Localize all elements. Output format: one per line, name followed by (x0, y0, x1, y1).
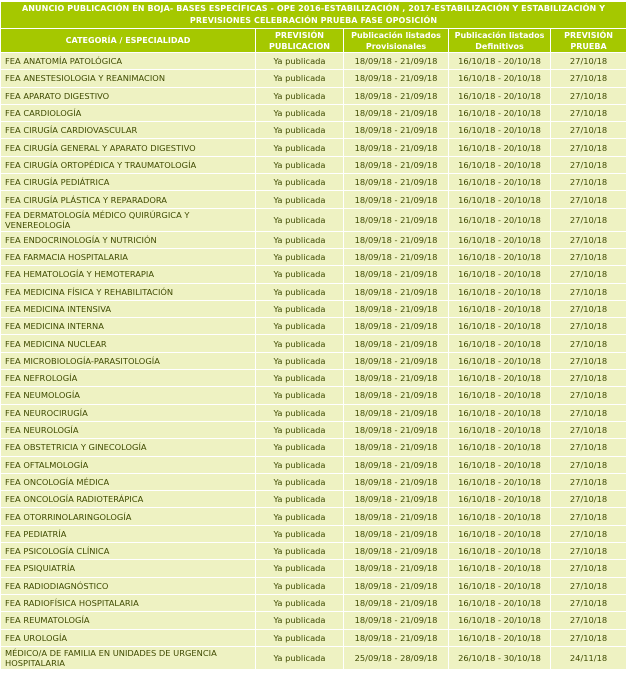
table-row (1, 191, 626, 208)
table-row (1, 87, 626, 104)
cell-categoria: FEA PSIQUIATRÍA (1, 560, 256, 577)
table-row (1, 612, 626, 629)
cell-prueba: 27/10/18 (551, 612, 626, 629)
cell-prevision: Ya publicada (256, 248, 344, 265)
cell-prueba: 27/10/18 (551, 156, 626, 173)
cell-definitivos: 16/10/18 - 20/10/18 (449, 577, 551, 594)
cell-prueba: 27/10/18 (551, 525, 626, 542)
cell-categoria: FEA ENDOCRINOLOGÍA Y NUTRICIÓN (1, 231, 256, 248)
cell-prevision: Ya publicada (256, 53, 344, 70)
cell-prevision: Ya publicada (256, 70, 344, 87)
cell-definitivos: 16/10/18 - 20/10/18 (449, 174, 551, 191)
cell-provisionales: 18/09/18 - 21/09/18 (344, 318, 449, 335)
table-row (1, 283, 626, 300)
table-row (1, 560, 626, 577)
cell-categoria: FEA NEUROCIRUGÍA (1, 404, 256, 421)
banner-row (1, 2, 626, 29)
cell-categoria: FEA HEMATOLOGÍA Y HEMOTERAPIA (1, 266, 256, 283)
cell-prueba: 27/10/18 (551, 191, 626, 208)
cell-prevision: Ya publicada (256, 266, 344, 283)
table-row (1, 456, 626, 473)
table-row (1, 300, 626, 317)
table-row (1, 139, 626, 156)
cell-prevision: Ya publicada (256, 491, 344, 508)
cell-prueba: 27/10/18 (551, 104, 626, 121)
cell-prevision: Ya publicada (256, 508, 344, 525)
cell-prueba: 27/10/18 (551, 139, 626, 156)
cell-provisionales: 18/09/18 - 21/09/18 (344, 53, 449, 70)
cell-provisionales: 18/09/18 - 21/09/18 (344, 370, 449, 387)
cell-categoria: FEA MICROBIOLOGÍA-PARASITOLOGÍA (1, 352, 256, 369)
cell-definitivos: 26/10/18 - 30/10/18 (449, 646, 551, 669)
cell-categoria: FEA OFTALMOLOGÍA (1, 456, 256, 473)
cell-categoria: FEA PEDIATRÍA (1, 525, 256, 542)
cell-provisionales: 18/09/18 - 21/09/18 (344, 231, 449, 248)
cell-prueba: 27/10/18 (551, 404, 626, 421)
cell-provisionales: 18/09/18 - 21/09/18 (344, 404, 449, 421)
cell-prueba: 27/10/18 (551, 629, 626, 646)
cell-prevision: Ya publicada (256, 421, 344, 438)
cell-prevision: Ya publicada (256, 139, 344, 156)
cell-provisionales: 18/09/18 - 21/09/18 (344, 525, 449, 542)
cell-categoria: FEA NEFROLOGÍA (1, 370, 256, 387)
cell-prueba: 27/10/18 (551, 70, 626, 87)
cell-provisionales: 18/09/18 - 21/09/18 (344, 577, 449, 594)
cell-prueba: 27/10/18 (551, 352, 626, 369)
cell-prueba: 27/10/18 (551, 266, 626, 283)
cell-provisionales: 18/09/18 - 21/09/18 (344, 491, 449, 508)
cell-categoria: MÉDICO/A DE FAMILIA EN UNIDADES DE URGENCIA HOSPITALARIA (1, 646, 256, 669)
table-row (1, 594, 626, 611)
cell-categoria: FEA APARATO DIGESTIVO (1, 87, 256, 104)
table-row (1, 629, 626, 646)
cell-prueba: 27/10/18 (551, 456, 626, 473)
cell-definitivos: 16/10/18 - 20/10/18 (449, 191, 551, 208)
cell-prevision: Ya publicada (256, 612, 344, 629)
cell-prevision: Ya publicada (256, 473, 344, 490)
cell-provisionales: 18/09/18 - 21/09/18 (344, 629, 449, 646)
cell-categoria: FEA RADIODIAGNÓSTICO (1, 577, 256, 594)
cell-definitivos: 16/10/18 - 20/10/18 (449, 53, 551, 70)
table-row (1, 473, 626, 490)
cell-definitivos: 16/10/18 - 20/10/18 (449, 543, 551, 560)
cell-definitivos: 16/10/18 - 20/10/18 (449, 248, 551, 265)
table-row (1, 491, 626, 508)
cell-prueba: 27/10/18 (551, 283, 626, 300)
cell-provisionales: 18/09/18 - 21/09/18 (344, 191, 449, 208)
table-row (1, 335, 626, 352)
column-header-provisionales: Publicación listados Provisionales (344, 29, 449, 53)
cell-prevision: Ya publicada (256, 352, 344, 369)
cell-categoria: FEA RADIOFÍSICA HOSPITALARIA (1, 594, 256, 611)
cell-definitivos: 16/10/18 - 20/10/18 (449, 283, 551, 300)
cell-definitivos: 16/10/18 - 20/10/18 (449, 439, 551, 456)
cell-prueba: 27/10/18 (551, 231, 626, 248)
cell-definitivos: 16/10/18 - 20/10/18 (449, 139, 551, 156)
cell-prevision: Ya publicada (256, 335, 344, 352)
cell-prevision: Ya publicada (256, 300, 344, 317)
table-row (1, 421, 626, 438)
cell-prueba: 27/10/18 (551, 439, 626, 456)
table-row (1, 174, 626, 191)
cell-prueba: 27/10/18 (551, 370, 626, 387)
cell-provisionales: 18/09/18 - 21/09/18 (344, 300, 449, 317)
cell-prueba: 27/10/18 (551, 122, 626, 139)
cell-categoria: FEA ONCOLOGÍA RADIOTERÁPICA (1, 491, 256, 508)
cell-categoria: FEA ANESTESIOLOGIA Y REANIMACION (1, 70, 256, 87)
cell-definitivos: 16/10/18 - 20/10/18 (449, 300, 551, 317)
cell-definitivos: 16/10/18 - 20/10/18 (449, 404, 551, 421)
table-row (1, 404, 626, 421)
cell-definitivos: 16/10/18 - 20/10/18 (449, 318, 551, 335)
cell-prevision: Ya publicada (256, 122, 344, 139)
cell-categoria: FEA CIRUGÍA ORTOPÉDICA Y TRAUMATOLOGÍA (1, 156, 256, 173)
cell-provisionales: 18/09/18 - 21/09/18 (344, 612, 449, 629)
cell-provisionales: 18/09/18 - 21/09/18 (344, 139, 449, 156)
table-row (1, 70, 626, 87)
cell-prueba: 27/10/18 (551, 53, 626, 70)
cell-prueba: 27/10/18 (551, 318, 626, 335)
cell-definitivos: 16/10/18 - 20/10/18 (449, 122, 551, 139)
cell-provisionales: 18/09/18 - 21/09/18 (344, 543, 449, 560)
cell-prueba: 27/10/18 (551, 335, 626, 352)
table-row (1, 208, 626, 231)
cell-definitivos: 16/10/18 - 20/10/18 (449, 335, 551, 352)
cell-prevision: Ya publicada (256, 525, 344, 542)
cell-prueba: 27/10/18 (551, 543, 626, 560)
table-row (1, 577, 626, 594)
cell-prueba: 24/11/18 (551, 646, 626, 669)
cell-categoria: FEA CIRUGÍA CARDIOVASCULAR (1, 122, 256, 139)
cell-provisionales: 25/09/18 - 28/09/18 (344, 646, 449, 669)
cell-categoria: FEA CIRUGÍA GENERAL Y APARATO DIGESTIVO (1, 139, 256, 156)
column-header-definitivos: Publicación listados Definitivos (449, 29, 551, 53)
table-row (1, 508, 626, 525)
cell-provisionales: 18/09/18 - 21/09/18 (344, 594, 449, 611)
table-row (1, 439, 626, 456)
column-header-prueba: PREVISIÓN PRUEBA (551, 29, 626, 53)
cell-prueba: 27/10/18 (551, 421, 626, 438)
cell-prevision: Ya publicada (256, 208, 344, 231)
cell-prevision: Ya publicada (256, 104, 344, 121)
column-header-prevision: PREVISIÓN PUBLICACION (256, 29, 344, 53)
cell-prevision: Ya publicada (256, 404, 344, 421)
cell-categoria: FEA DERMATOLOGÍA MÉDICO QUIRÚRGICA Y VENEREOLOGÍA (1, 208, 256, 231)
table-body (1, 53, 626, 670)
cell-definitivos: 16/10/18 - 20/10/18 (449, 70, 551, 87)
cell-prevision: Ya publicada (256, 370, 344, 387)
cell-prueba: 27/10/18 (551, 300, 626, 317)
cell-prevision: Ya publicada (256, 543, 344, 560)
banner-title: ANUNCIO PUBLICACIÓN EN BOJA- BASES ESPECÍFICAS - OPE 2016-ESTABILIZACIÓN , 2017-ESTABILIZACIÓN Y ESTABILIZACIÓN Y PREVISIONES CELEBRACIÓN PRUEBA FASE OPOSICIÓN (1, 2, 626, 29)
cell-definitivos: 16/10/18 - 20/10/18 (449, 456, 551, 473)
cell-definitivos: 16/10/18 - 20/10/18 (449, 231, 551, 248)
cell-categoria: FEA MEDICINA FÍSICA Y REHABILITACIÓN (1, 283, 256, 300)
cell-provisionales: 18/09/18 - 21/09/18 (344, 439, 449, 456)
table-row (1, 646, 626, 669)
cell-provisionales: 18/09/18 - 21/09/18 (344, 266, 449, 283)
cell-categoria: FEA OTORRINOLARINGOLOGÍA (1, 508, 256, 525)
cell-provisionales: 18/09/18 - 21/09/18 (344, 335, 449, 352)
cell-provisionales: 18/09/18 - 21/09/18 (344, 421, 449, 438)
cell-prevision: Ya publicada (256, 594, 344, 611)
cell-prevision: Ya publicada (256, 231, 344, 248)
cell-prevision: Ya publicada (256, 318, 344, 335)
cell-definitivos: 16/10/18 - 20/10/18 (449, 352, 551, 369)
schedule-table (0, 1, 626, 670)
cell-provisionales: 18/09/18 - 21/09/18 (344, 387, 449, 404)
cell-definitivos: 16/10/18 - 20/10/18 (449, 104, 551, 121)
column-header-row (1, 29, 626, 53)
cell-provisionales: 18/09/18 - 21/09/18 (344, 87, 449, 104)
cell-categoria: FEA ONCOLOGÍA MÉDICA (1, 473, 256, 490)
cell-definitivos: 16/10/18 - 20/10/18 (449, 156, 551, 173)
cell-prevision: Ya publicada (256, 439, 344, 456)
cell-definitivos: 16/10/18 - 20/10/18 (449, 508, 551, 525)
cell-prevision: Ya publicada (256, 283, 344, 300)
cell-provisionales: 18/09/18 - 21/09/18 (344, 122, 449, 139)
cell-prevision: Ya publicada (256, 191, 344, 208)
cell-prevision: Ya publicada (256, 156, 344, 173)
cell-categoria: FEA CIRUGÍA PLÁSTICA Y REPARADORA (1, 191, 256, 208)
cell-provisionales: 18/09/18 - 21/09/18 (344, 508, 449, 525)
table-row (1, 543, 626, 560)
cell-provisionales: 18/09/18 - 21/09/18 (344, 104, 449, 121)
table-row (1, 266, 626, 283)
table-row (1, 104, 626, 121)
table-row (1, 370, 626, 387)
cell-provisionales: 18/09/18 - 21/09/18 (344, 174, 449, 191)
cell-prueba: 27/10/18 (551, 387, 626, 404)
cell-prueba: 27/10/18 (551, 560, 626, 577)
table-row (1, 352, 626, 369)
table-row (1, 231, 626, 248)
cell-definitivos: 16/10/18 - 20/10/18 (449, 473, 551, 490)
cell-prueba: 27/10/18 (551, 248, 626, 265)
cell-provisionales: 18/09/18 - 21/09/18 (344, 560, 449, 577)
cell-prevision: Ya publicada (256, 387, 344, 404)
cell-prueba: 27/10/18 (551, 174, 626, 191)
cell-provisionales: 18/09/18 - 21/09/18 (344, 248, 449, 265)
cell-definitivos: 16/10/18 - 20/10/18 (449, 87, 551, 104)
cell-definitivos: 16/10/18 - 20/10/18 (449, 387, 551, 404)
cell-categoria: FEA UROLOGÍA (1, 629, 256, 646)
cell-prevision: Ya publicada (256, 174, 344, 191)
cell-categoria: FEA REUMATOLOGÍA (1, 612, 256, 629)
cell-definitivos: 16/10/18 - 20/10/18 (449, 629, 551, 646)
cell-categoria: FEA CIRUGÍA PEDIÁTRICA (1, 174, 256, 191)
cell-definitivos: 16/10/18 - 20/10/18 (449, 421, 551, 438)
cell-definitivos: 16/10/18 - 20/10/18 (449, 525, 551, 542)
cell-provisionales: 18/09/18 - 21/09/18 (344, 473, 449, 490)
cell-provisionales: 18/09/18 - 21/09/18 (344, 456, 449, 473)
cell-definitivos: 16/10/18 - 20/10/18 (449, 612, 551, 629)
cell-categoria: FEA ANATOMÍA PATOLÓGICA (1, 53, 256, 70)
cell-categoria: FEA FARMACIA HOSPITALARIA (1, 248, 256, 265)
table-row (1, 156, 626, 173)
cell-prueba: 27/10/18 (551, 508, 626, 525)
cell-provisionales: 18/09/18 - 21/09/18 (344, 70, 449, 87)
cell-prueba: 27/10/18 (551, 491, 626, 508)
cell-prevision: Ya publicada (256, 577, 344, 594)
cell-prueba: 27/10/18 (551, 594, 626, 611)
cell-prevision: Ya publicada (256, 456, 344, 473)
table-row (1, 248, 626, 265)
cell-categoria: FEA MEDICINA INTERNA (1, 318, 256, 335)
cell-categoria: FEA CARDIOLOGÍA (1, 104, 256, 121)
cell-categoria: FEA OBSTETRICIA Y GINECOLOGÍA (1, 439, 256, 456)
cell-categoria: FEA MEDICINA INTENSIVA (1, 300, 256, 317)
cell-prevision: Ya publicada (256, 629, 344, 646)
cell-prueba: 27/10/18 (551, 87, 626, 104)
cell-prueba: 27/10/18 (551, 208, 626, 231)
table-row (1, 318, 626, 335)
cell-definitivos: 16/10/18 - 20/10/18 (449, 491, 551, 508)
cell-definitivos: 16/10/18 - 20/10/18 (449, 560, 551, 577)
table-row (1, 387, 626, 404)
column-header-categoria: CATEGORÍA / ESPECIALIDAD (1, 29, 256, 53)
cell-categoria: FEA NEUMOLOGÍA (1, 387, 256, 404)
table-row (1, 122, 626, 139)
cell-categoria: FEA PSICOLOGÍA CLÍNICA (1, 543, 256, 560)
cell-prevision: Ya publicada (256, 87, 344, 104)
cell-categoria: FEA MEDICINA NUCLEAR (1, 335, 256, 352)
cell-provisionales: 18/09/18 - 21/09/18 (344, 156, 449, 173)
cell-prueba: 27/10/18 (551, 473, 626, 490)
table-row (1, 53, 626, 70)
cell-prueba: 27/10/18 (551, 577, 626, 594)
cell-definitivos: 16/10/18 - 20/10/18 (449, 370, 551, 387)
cell-prevision: Ya publicada (256, 646, 344, 669)
cell-definitivos: 16/10/18 - 20/10/18 (449, 266, 551, 283)
cell-provisionales: 18/09/18 - 21/09/18 (344, 352, 449, 369)
cell-provisionales: 18/09/18 - 21/09/18 (344, 283, 449, 300)
cell-definitivos: 16/10/18 - 20/10/18 (449, 594, 551, 611)
cell-definitivos: 16/10/18 - 20/10/18 (449, 208, 551, 231)
cell-provisionales: 18/09/18 - 21/09/18 (344, 208, 449, 231)
cell-prevision: Ya publicada (256, 560, 344, 577)
table-row (1, 525, 626, 542)
cell-categoria: FEA NEUROLOGÍA (1, 421, 256, 438)
